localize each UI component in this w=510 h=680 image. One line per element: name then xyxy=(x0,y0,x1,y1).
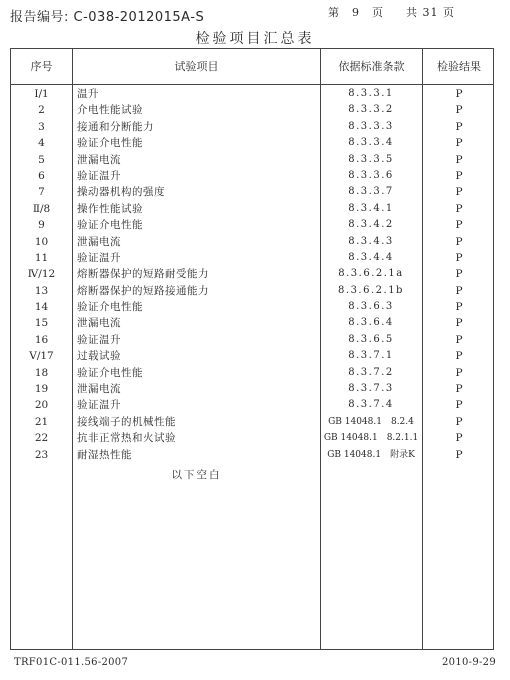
test-item: 过载试验 xyxy=(77,350,121,363)
table-row xyxy=(11,414,493,430)
table-row xyxy=(11,102,493,118)
table-body xyxy=(11,86,493,463)
standard-clause: 8.3.6.5 xyxy=(348,333,394,345)
row-number: 7 xyxy=(38,186,45,199)
header-result: 检验结果 xyxy=(437,60,481,73)
row-number: 18 xyxy=(34,366,49,379)
test-result: P xyxy=(455,169,463,182)
table-row xyxy=(11,168,493,184)
test-item: 接通和分断能力 xyxy=(77,120,154,133)
test-item: 介电性能试验 xyxy=(77,104,143,117)
row-number: 9 xyxy=(38,219,45,232)
test-item: 验证温升 xyxy=(77,251,121,264)
table-row xyxy=(11,217,493,233)
test-result: P xyxy=(455,284,463,297)
test-result: P xyxy=(455,186,463,199)
table-row xyxy=(11,283,493,299)
row-number: 13 xyxy=(34,284,49,297)
header-test-item: 试验项目 xyxy=(174,60,219,73)
row-number: Ⅰ/1 xyxy=(34,88,49,100)
test-result: P xyxy=(455,235,463,248)
standard-clause: 8.3.6.2.1b xyxy=(338,284,404,296)
row-number: 19 xyxy=(34,383,49,396)
test-item: 验证温升 xyxy=(77,169,121,182)
table-row xyxy=(11,365,493,381)
test-item: 验证介电性能 xyxy=(77,301,143,314)
table-row xyxy=(11,86,493,102)
report-number: 报告编号: C-038-2012015A-S xyxy=(10,10,205,25)
test-item: 接线端子的机械性能 xyxy=(77,415,176,428)
table-row xyxy=(11,201,493,217)
standard-clause: 8.3.7.2 xyxy=(348,366,394,378)
table-row xyxy=(11,266,493,282)
row-number: 20 xyxy=(34,399,49,412)
standard-clause: 8.3.3.1 xyxy=(348,88,394,99)
table-row xyxy=(11,332,493,348)
standard-clause: 8.3.3.5 xyxy=(348,153,394,165)
test-result: P xyxy=(455,383,463,396)
test-item: 验证介电性能 xyxy=(77,219,143,232)
row-number: 16 xyxy=(34,333,49,346)
table-row xyxy=(11,381,493,397)
table-row xyxy=(11,315,493,331)
row-number: 11 xyxy=(34,251,49,264)
test-result: P xyxy=(455,448,463,461)
test-result: P xyxy=(455,301,463,314)
row-number: 15 xyxy=(34,317,49,330)
test-item: 温升 xyxy=(77,88,99,100)
row-number: 10 xyxy=(34,235,49,248)
test-result: P xyxy=(455,399,463,412)
row-number: 14 xyxy=(34,301,49,314)
row-number: 2 xyxy=(38,104,45,117)
test-result: P xyxy=(455,153,463,166)
row-number: 5 xyxy=(38,153,45,166)
test-result: P xyxy=(455,432,463,445)
test-item: 抗非正常热和火试验 xyxy=(77,432,176,445)
table-row xyxy=(11,430,493,446)
standard-clause: GB 14048.1 8.2.1.1 xyxy=(323,433,419,444)
row-number: 23 xyxy=(34,448,49,461)
test-result: P xyxy=(455,88,463,100)
table-row xyxy=(11,348,493,364)
row-number: 21 xyxy=(34,415,49,428)
table-row xyxy=(11,152,493,168)
row-number: 4 xyxy=(38,137,45,150)
test-result: P xyxy=(455,366,463,379)
test-item: 耐湿热性能 xyxy=(77,448,132,461)
standard-clause: 8.3.4.4 xyxy=(348,251,394,263)
test-item: 验证介电性能 xyxy=(77,366,143,379)
test-item: 泄漏电流 xyxy=(77,235,121,248)
standard-clause: 8.3.3.3 xyxy=(348,120,394,132)
test-result: P xyxy=(455,251,463,264)
test-result: P xyxy=(455,317,463,330)
standard-clause: 8.3.7.4 xyxy=(348,399,394,411)
table-row xyxy=(11,234,493,250)
blank-note: 以下空白 xyxy=(171,469,222,481)
table-header xyxy=(11,49,493,85)
test-item: 熔断器保护的短路接通能力 xyxy=(77,284,209,297)
test-result: P xyxy=(455,350,463,363)
test-result: P xyxy=(455,415,463,428)
row-number: Ⅴ/17 xyxy=(29,350,54,363)
page-number: 第 9 页 xyxy=(328,6,384,19)
test-result: P xyxy=(455,268,463,281)
test-result: P xyxy=(455,120,463,133)
standard-clause: 8.3.3.2 xyxy=(348,104,394,116)
standard-clause: 8.3.3.7 xyxy=(348,186,394,198)
test-item: 操作性能试验 xyxy=(77,202,143,215)
standard-clause: GB 14048.1 8.2.4 xyxy=(328,416,414,427)
test-item: 验证介电性能 xyxy=(77,137,143,150)
test-item: 泄漏电流 xyxy=(77,153,121,166)
standard-clause: 8.3.7.3 xyxy=(348,383,394,395)
test-result: P xyxy=(455,202,463,215)
table-row xyxy=(11,135,493,151)
standard-clause: 8.3.6.4 xyxy=(348,317,394,329)
row-number: 6 xyxy=(38,169,45,182)
test-item: 熔断器保护的短路耐受能力 xyxy=(77,268,209,281)
table-row xyxy=(11,119,493,135)
page-title: 检验项目汇总表 xyxy=(195,31,315,47)
table-row xyxy=(11,447,493,463)
summary-table xyxy=(10,48,494,650)
table-row xyxy=(11,397,493,413)
row-number: 3 xyxy=(38,120,45,133)
table-row xyxy=(11,299,493,315)
table-row xyxy=(11,184,493,200)
test-item: 验证温升 xyxy=(77,333,121,346)
footer-date: 2010-9-29 xyxy=(442,657,496,668)
test-item: 验证温升 xyxy=(77,399,121,412)
table-row xyxy=(11,250,493,266)
row-number: 22 xyxy=(34,432,49,445)
standard-clause: 8.3.4.2 xyxy=(348,219,394,231)
test-item: 泄漏电流 xyxy=(77,383,121,396)
header-clause: 依据标准条款 xyxy=(338,60,405,73)
standard-clause: 8.3.4.1 xyxy=(348,202,394,214)
test-result: P xyxy=(455,137,463,150)
standard-clause: 8.3.6.2.1a xyxy=(338,268,404,280)
row-number: Ⅱ/8 xyxy=(32,202,51,215)
test-item: 泄漏电流 xyxy=(77,317,121,330)
standard-clause: 8.3.3.6 xyxy=(348,169,394,181)
test-item: 操动器机构的强度 xyxy=(77,186,165,199)
row-number: Ⅳ/12 xyxy=(27,268,56,281)
page-total: 共 31 页 xyxy=(406,6,455,19)
test-result: P xyxy=(455,333,463,346)
standard-clause: 8.3.7.1 xyxy=(348,350,394,362)
header-no: 序号 xyxy=(30,60,53,73)
test-result: P xyxy=(455,104,463,117)
standard-clause: 8.3.6.3 xyxy=(348,301,394,313)
standard-clause: 8.3.4.3 xyxy=(348,235,394,247)
form-number: TRF01C-011.56-2007 xyxy=(14,657,129,668)
page-indicator xyxy=(328,4,455,20)
test-result: P xyxy=(455,219,463,232)
standard-clause: GB 14048.1 附录K xyxy=(327,449,415,460)
standard-clause: 8.3.3.4 xyxy=(348,137,394,149)
